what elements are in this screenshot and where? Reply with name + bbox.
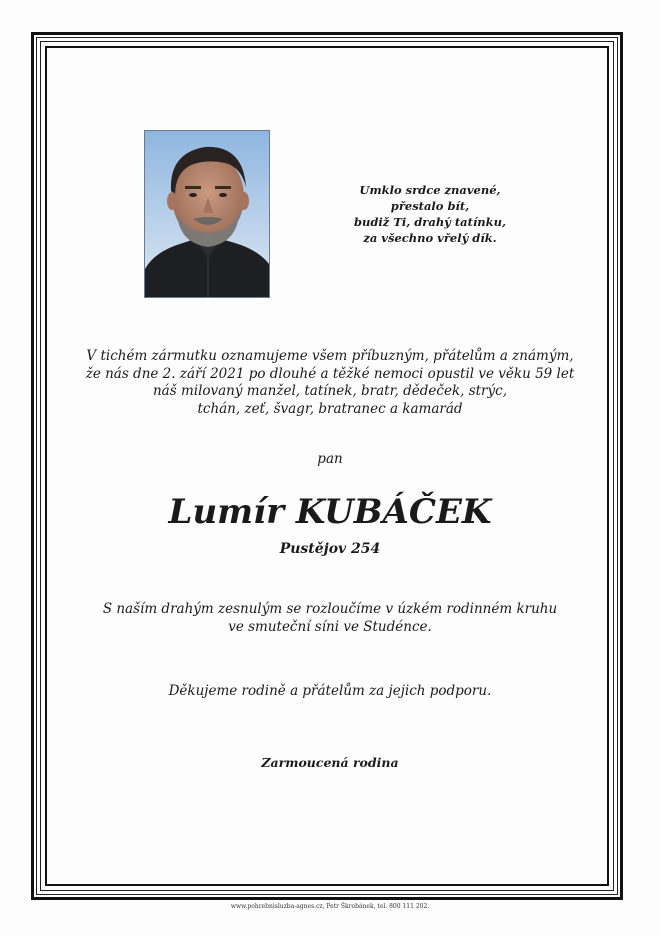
portrait-photo-icon	[145, 131, 270, 298]
farewell-line: ve smuteční síni ve Studénce.	[228, 618, 432, 635]
funeral-service-footer: www.pohrebnisluzba-agnes.cz, Petr Škrobánek, tel. 800 111 202.	[230, 903, 430, 910]
family-signature: Zarmoucená rodina	[261, 755, 399, 770]
announcement-line: že nás dne 2. září 2021 po dlouhé a těžké nemoci opustil ve věku 59 let	[85, 365, 575, 382]
verse-line: budiž Ti, drahý tatínku,	[353, 215, 506, 229]
verse-line: za všechno vřelý dík.	[363, 231, 497, 245]
announcement-line: náš milovaný manžel, tatínek, bratr, dědeček, strýc,	[152, 383, 507, 399]
verse-line: Umklo srdce znavené,	[359, 183, 501, 197]
memorial-verse	[330, 182, 530, 246]
farewell-line: S naším drahým zesnulým se rozloučíme v úzkém rodinném kruhu	[102, 601, 558, 617]
thanks-text: Děkujeme rodině a přátelům za jejich podporu.	[168, 683, 492, 699]
farewell-text	[80, 601, 580, 636]
honorific: pan	[317, 451, 343, 467]
announcement-text	[80, 348, 580, 418]
deceased-address: Pustějov 254	[279, 541, 381, 557]
deceased-name: Lumír KUBÁČEK	[168, 492, 492, 532]
portrait-photo	[144, 130, 270, 298]
announcement-line: tchán, zeť, švagr, bratranec a kamarád	[197, 400, 463, 417]
verse-line: přestalo bít,	[390, 199, 470, 213]
announcement-line: V tichém zármutku oznamujeme všem příbuzným, přátelům a známým,	[86, 348, 574, 364]
